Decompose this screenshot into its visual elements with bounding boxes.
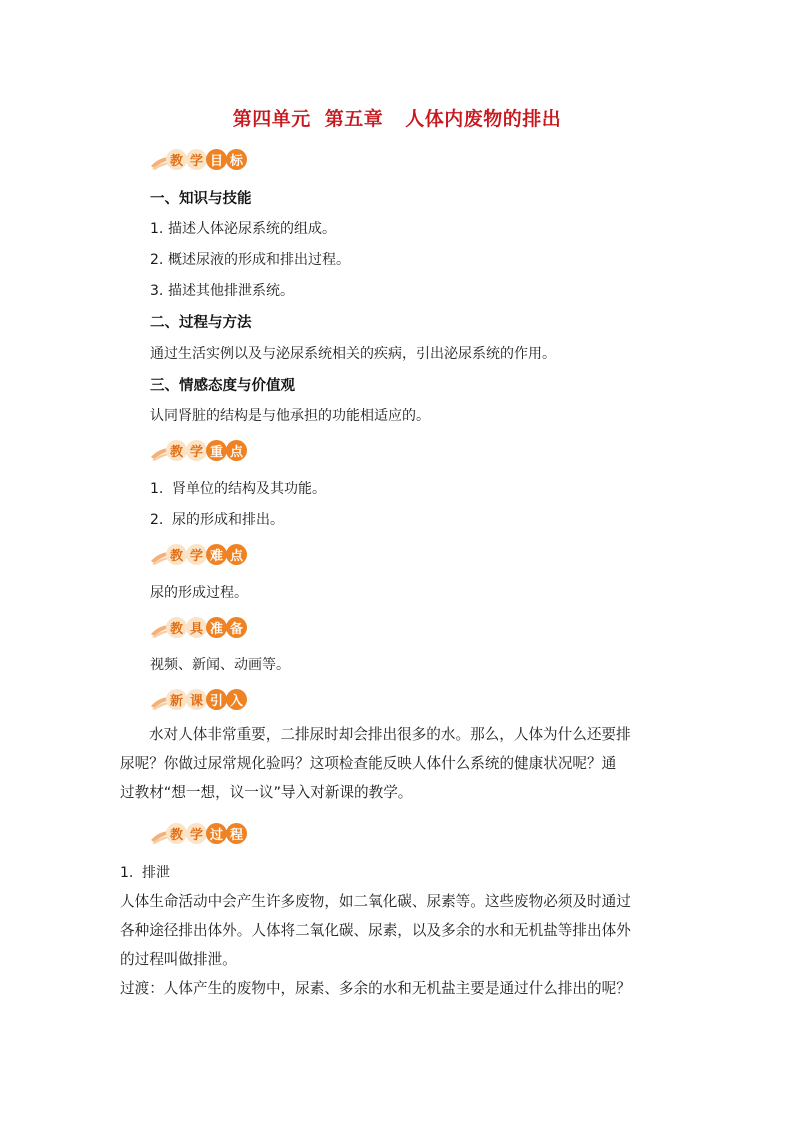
badge-char: 具: [186, 617, 207, 638]
badge-teaching-goals: [150, 146, 270, 176]
badge-char: 难: [206, 544, 227, 565]
process-paragraph: [120, 887, 680, 1003]
badge-intro: [150, 686, 270, 716]
list-item: 1. 肾单位的结构及其功能。: [150, 481, 326, 497]
list-item: 3. 描述其他排泄系统。: [150, 283, 294, 299]
list-item: 1. 排泄: [120, 865, 170, 881]
section-heading: 一、知识与技能: [150, 191, 252, 207]
badge-process: [150, 820, 270, 850]
text-line: 过教材“想一想，议一议”导入对新课的教学。: [120, 784, 413, 801]
text-line: 过渡：人体产生的废物中，尿素、多余的水和无机盐主要是通过什么排出的呢？: [120, 980, 631, 997]
badge-char: 点: [226, 544, 247, 565]
section-heading: 三、情感态度与价值观: [150, 378, 295, 394]
badge-char: 目: [206, 149, 227, 170]
title-topic: 人体内废物的排出: [405, 108, 562, 130]
text-line: 人体生命活动中会产生许多废物，如二氧化碳、尿素等。这些废物必须及时通过: [120, 893, 631, 910]
list-item: 2. 概述尿液的形成和排出过程。: [150, 252, 350, 268]
text-line: 尿呢？你做过尿常规化验吗？这项检查能反映人体什么系统的健康状况呢？通: [120, 755, 617, 772]
badge-char: 备: [226, 617, 247, 638]
text-line: 水对人体非常重要，二排尿时却会排出很多的水。那么，人体为什么还要排: [149, 726, 631, 743]
title-chapter: 第五章: [324, 108, 384, 130]
badge-char: 程: [226, 823, 247, 844]
badge-difficulties: [150, 541, 270, 571]
paragraph: 认同肾脏的结构是与他承担的功能相适应的。: [150, 408, 430, 424]
badge-char: 学: [186, 544, 207, 565]
badge-key-points: [150, 437, 270, 467]
badge-char: 入: [226, 689, 247, 710]
badge-char: 教: [166, 823, 187, 844]
badge-char: 学: [186, 149, 207, 170]
paragraph: 通过生活实例以及与泌尿系统相关的疾病，引出泌尿系统的作用。: [150, 346, 556, 362]
intro-paragraph: [120, 720, 680, 807]
badge-char: 学: [186, 823, 207, 844]
badge-char: 新: [166, 689, 187, 710]
badge-char: 教: [166, 149, 187, 170]
title-unit: 第四单元: [232, 108, 311, 130]
badge-char: 教: [166, 440, 187, 461]
badge-char: 准: [206, 617, 227, 638]
paragraph: 视频、新闻、动画等。: [150, 657, 290, 673]
paragraph: 尿的形成过程。: [150, 585, 248, 601]
text-line: 各种途径排出体外。人体将二氧化碳、尿素，以及多余的水和无机盐等排出体外: [120, 922, 631, 939]
badge-char: 教: [166, 544, 187, 565]
badge-char: 过: [206, 823, 227, 844]
list-item: 2. 尿的形成和排出。: [150, 512, 284, 528]
section-heading: 二、过程与方法: [150, 315, 252, 331]
badge-char: 学: [186, 440, 207, 461]
badge-char: 标: [226, 149, 247, 170]
badge-tools: [150, 614, 270, 644]
badge-char: 教: [166, 617, 187, 638]
badge-char: 课: [186, 689, 207, 710]
badge-char: 引: [206, 689, 227, 710]
badge-char: 重: [206, 440, 227, 461]
list-item: 1. 描述人体泌尿系统的组成。: [150, 221, 336, 237]
badge-char: 点: [226, 440, 247, 461]
page-title: [0, 104, 794, 131]
text-line: 的过程叫做排泄。: [120, 951, 237, 968]
